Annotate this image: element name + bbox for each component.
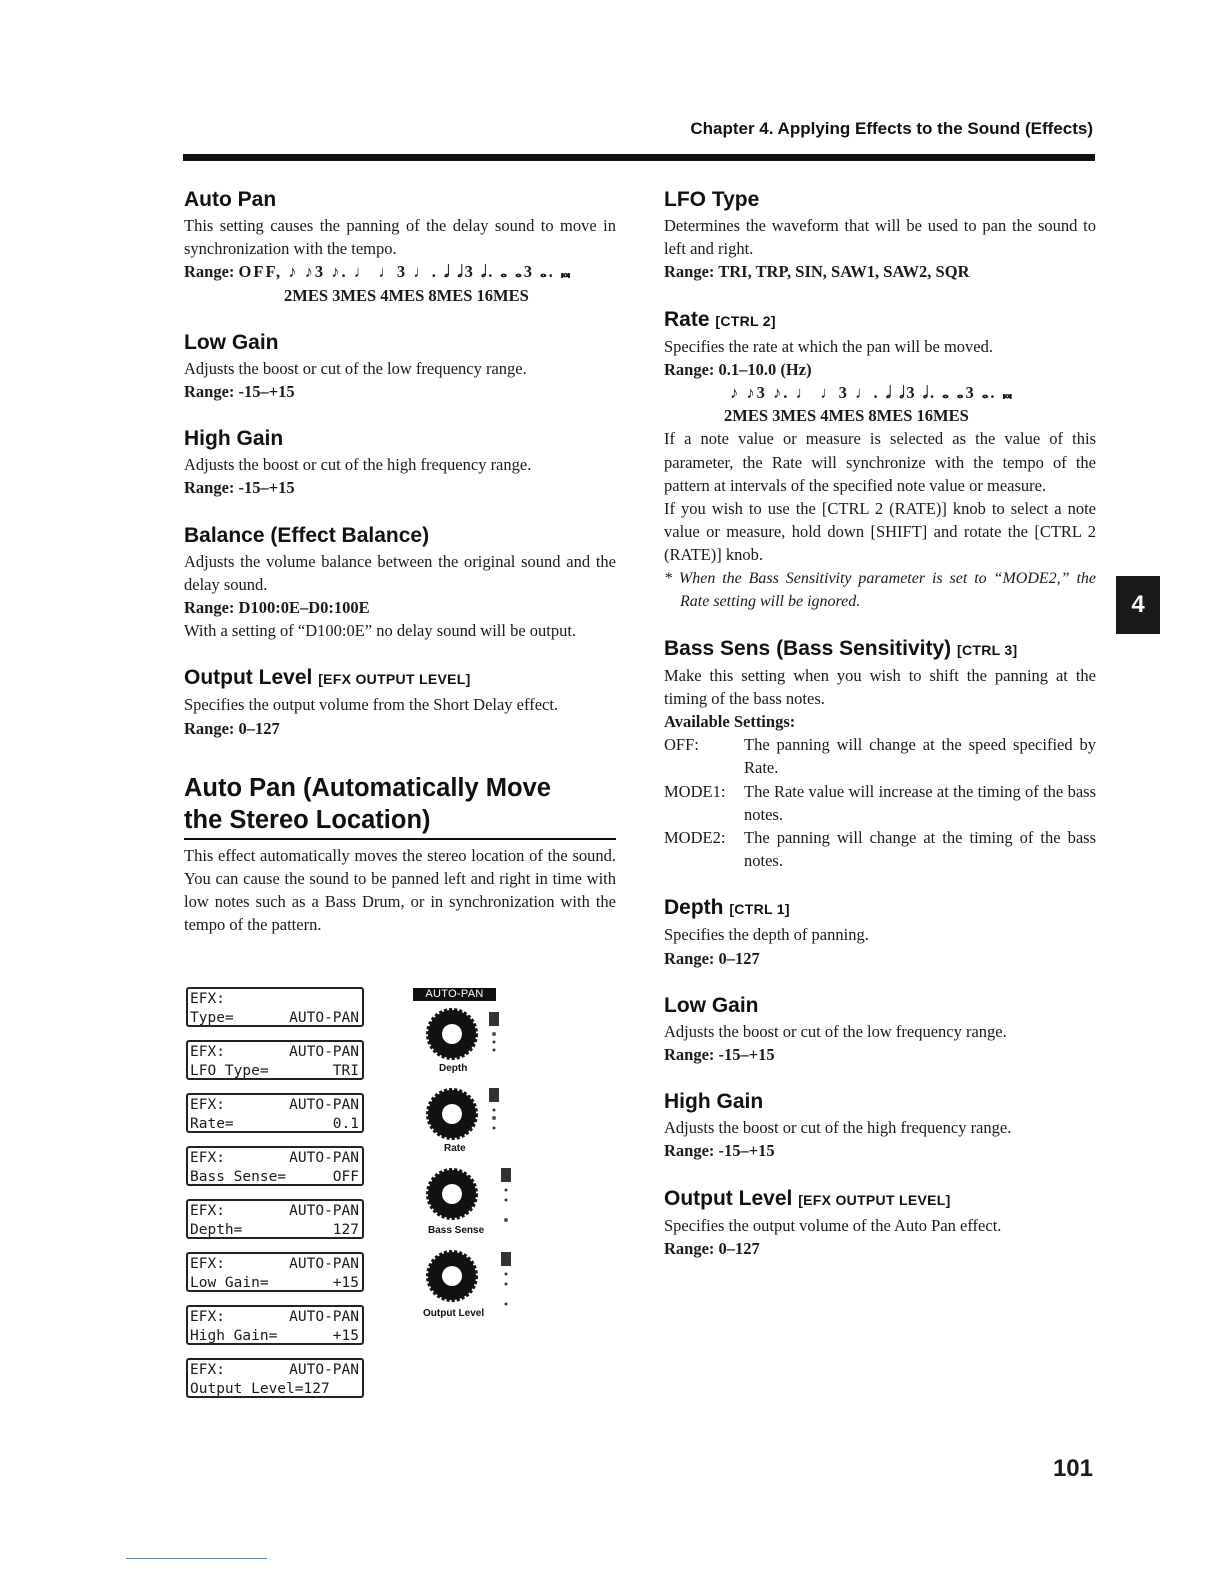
depth-range: Range: 0–127 bbox=[664, 948, 760, 968]
lcd-display: EFX: AUTO-PAN High Gain= +15 bbox=[186, 1305, 364, 1345]
bass-sens-heading: Bass Sens (Bass Sensitivity) [CTRL 3] bbox=[664, 636, 1018, 660]
footer-line bbox=[126, 1558, 267, 1559]
lfo-type-body: Determines the waveform that will be used to pan the sound to left and right. bbox=[664, 216, 1096, 259]
output-level-heading: Output Level [EFX OUTPUT LEVEL] bbox=[184, 666, 471, 690]
rate-body3: If you wish to use the [CTRL 2 (RATE)] knob to select a note value or measure, hold down [SHIFT] and rotate the [CTRL 2 (RATE)] knob. bbox=[664, 499, 1096, 565]
right-output-level-heading: Output Level [EFX OUTPUT LEVEL] bbox=[664, 1186, 951, 1210]
low-gain-body: Adjusts the boost or cut of the low frequency range. bbox=[184, 358, 527, 378]
rate-body: Specifies the rate at which the pan will be moved. bbox=[664, 336, 993, 356]
knob-icon bbox=[418, 1164, 518, 1234]
lcd-display: EFX: AUTO-PAN Bass Sense= OFF bbox=[186, 1146, 364, 1186]
output-level-body: Specifies the output volume from the Short Delay effect. bbox=[184, 695, 559, 715]
knob-label-bass-sense: Bass Sense bbox=[428, 1225, 485, 1236]
knob-label-output-level: Output Level bbox=[423, 1308, 485, 1319]
right-high-gain-body: Adjusts the boost or cut of the high frequency range. bbox=[664, 1118, 1012, 1138]
low-gain-range: Range: -15–+15 bbox=[184, 382, 295, 402]
rate-note: * When the Bass Sensitivity parameter is set to “MODE2,” the Rate setting will be ignored. bbox=[664, 569, 1096, 610]
depth-body: Specifies the depth of panning. bbox=[664, 925, 869, 945]
knob-label-rate: Rate bbox=[444, 1143, 466, 1154]
auto-pan-banner: AUTO-PAN bbox=[413, 988, 496, 1001]
knob-icon bbox=[418, 1004, 518, 1074]
high-gain-heading: High Gain bbox=[184, 427, 284, 451]
page-number: 101 bbox=[1052, 1455, 1093, 1482]
low-gain-heading: Low Gain bbox=[184, 330, 279, 354]
knob-icon bbox=[418, 1084, 518, 1154]
chapter-tab: 4 bbox=[1116, 576, 1160, 634]
balance-range: Range: D100:0E–D0:100E bbox=[184, 598, 370, 618]
right-high-gain-range: Range: -15–+15 bbox=[664, 1141, 775, 1161]
depth-heading: Depth [CTRL 1] bbox=[664, 896, 790, 920]
right-high-gain-heading: High Gain bbox=[664, 1090, 764, 1114]
balance-heading: Balance (Effect Balance) bbox=[184, 523, 430, 547]
rate-body2: If a note value or measure is selected as the value of this parameter, the Rate will synchronize with the tempo of the pattern at intervals of the specified note value or measure. bbox=[664, 429, 1096, 495]
high-gain-body: Adjusts the boost or cut of the high frequency range. bbox=[184, 455, 532, 475]
lfo-type-heading: LFO Type bbox=[664, 188, 760, 211]
right-column bbox=[664, 186, 1096, 1260]
bass-sens-item: MODE1: The Rate value will increase at the timing of the bass notes. bbox=[664, 781, 1096, 824]
lcd-display: EFX: AUTO-PAN Rate= 0.1 bbox=[186, 1093, 364, 1133]
right-output-level-body: Specifies the output volume of the Auto Pan effect. bbox=[664, 1215, 1002, 1235]
lcd-display: EFX: Type= AUTO-PAN bbox=[186, 987, 364, 1027]
auto-pan-param-body: This setting causes the panning of the delay sound to move in synchronization with the tempo. bbox=[184, 216, 616, 259]
section-body: This effect automatically moves the stereo location of the sound. You can cause the sound to be panned left and right in time with low notes such as a Bass Drum, or in synchronization with the tempo of the pattern. bbox=[184, 845, 616, 935]
balance-note: With a setting of “D100:0E” no delay sound will be output. bbox=[184, 621, 577, 641]
rate-notes-line2: 2MES 3MES 4MES 8MES 16MES bbox=[724, 406, 969, 426]
bass-sens-item: OFF: The panning will change at the speed specified by Rate. bbox=[664, 735, 1096, 778]
auto-pan-param-heading: Auto Pan bbox=[184, 188, 277, 211]
left-column bbox=[184, 186, 616, 937]
rate-notes: ♪ ♪3 ♪. ♩ ♩3 ♩. 𝅗𝅥 𝅗𝅥3 𝅗𝅥. 𝅝 𝅝3 𝅝. 𝅜 bbox=[730, 383, 1014, 403]
lcd-display: EFX: AUTO-PAN Depth= 127 bbox=[186, 1199, 364, 1239]
output-level-range: Range: 0–127 bbox=[184, 718, 280, 738]
lcd-display: EFX: AUTO-PAN Output Level=127 bbox=[186, 1358, 364, 1398]
bass-sens-body: Make this setting when you wish to shift the panning at the timing of the bass notes. bbox=[664, 665, 1096, 708]
bass-sens-available: Available Settings: bbox=[664, 712, 796, 732]
knob-label-depth: Depth bbox=[439, 1063, 468, 1074]
auto-pan-param-range-line2: 2MES 3MES 4MES 8MES 16MES bbox=[284, 285, 529, 305]
knob-icon bbox=[418, 1246, 518, 1316]
rate-range: Range: 0.1–10.0 (Hz) bbox=[664, 359, 812, 379]
chapter-title: Chapter 4. Applying Effects to the Sound (Effects) bbox=[690, 119, 1093, 138]
right-low-gain-range: Range: -15–+15 bbox=[664, 1045, 775, 1065]
header-rule bbox=[183, 154, 1095, 161]
right-low-gain-heading: Low Gain bbox=[664, 993, 759, 1017]
right-output-level-range: Range: 0–127 bbox=[664, 1238, 760, 1258]
rate-heading: Rate [CTRL 2] bbox=[664, 307, 776, 331]
right-low-gain-body: Adjusts the boost or cut of the low frequency range. bbox=[664, 1021, 1007, 1041]
balance-body: Adjusts the volume balance between the original sound and the delay sound. bbox=[184, 551, 616, 594]
section-title: Auto Pan (Automatically Move the Stereo Location) bbox=[184, 772, 616, 840]
lfo-type-range: Range: TRI, TRP, SIN, SAW1, SAW2, SQR bbox=[664, 262, 970, 282]
lcd-display: EFX: AUTO-PAN Low Gain= +15 bbox=[186, 1252, 364, 1292]
auto-pan-param-range: Range: OFF, ♪ ♪3 ♪. ♩ ♩3 ♩. 𝅗𝅥 𝅗𝅥3 𝅗𝅥. 𝅝 𝅝3 𝅝. 𝅜 bbox=[184, 262, 573, 282]
bass-sens-item: MODE2: The panning will change at the timing of the bass notes. bbox=[664, 828, 1096, 871]
lcd-display: EFX: AUTO-PAN LFO Type= TRI bbox=[186, 1040, 364, 1080]
high-gain-range: Range: -15–+15 bbox=[184, 478, 295, 498]
